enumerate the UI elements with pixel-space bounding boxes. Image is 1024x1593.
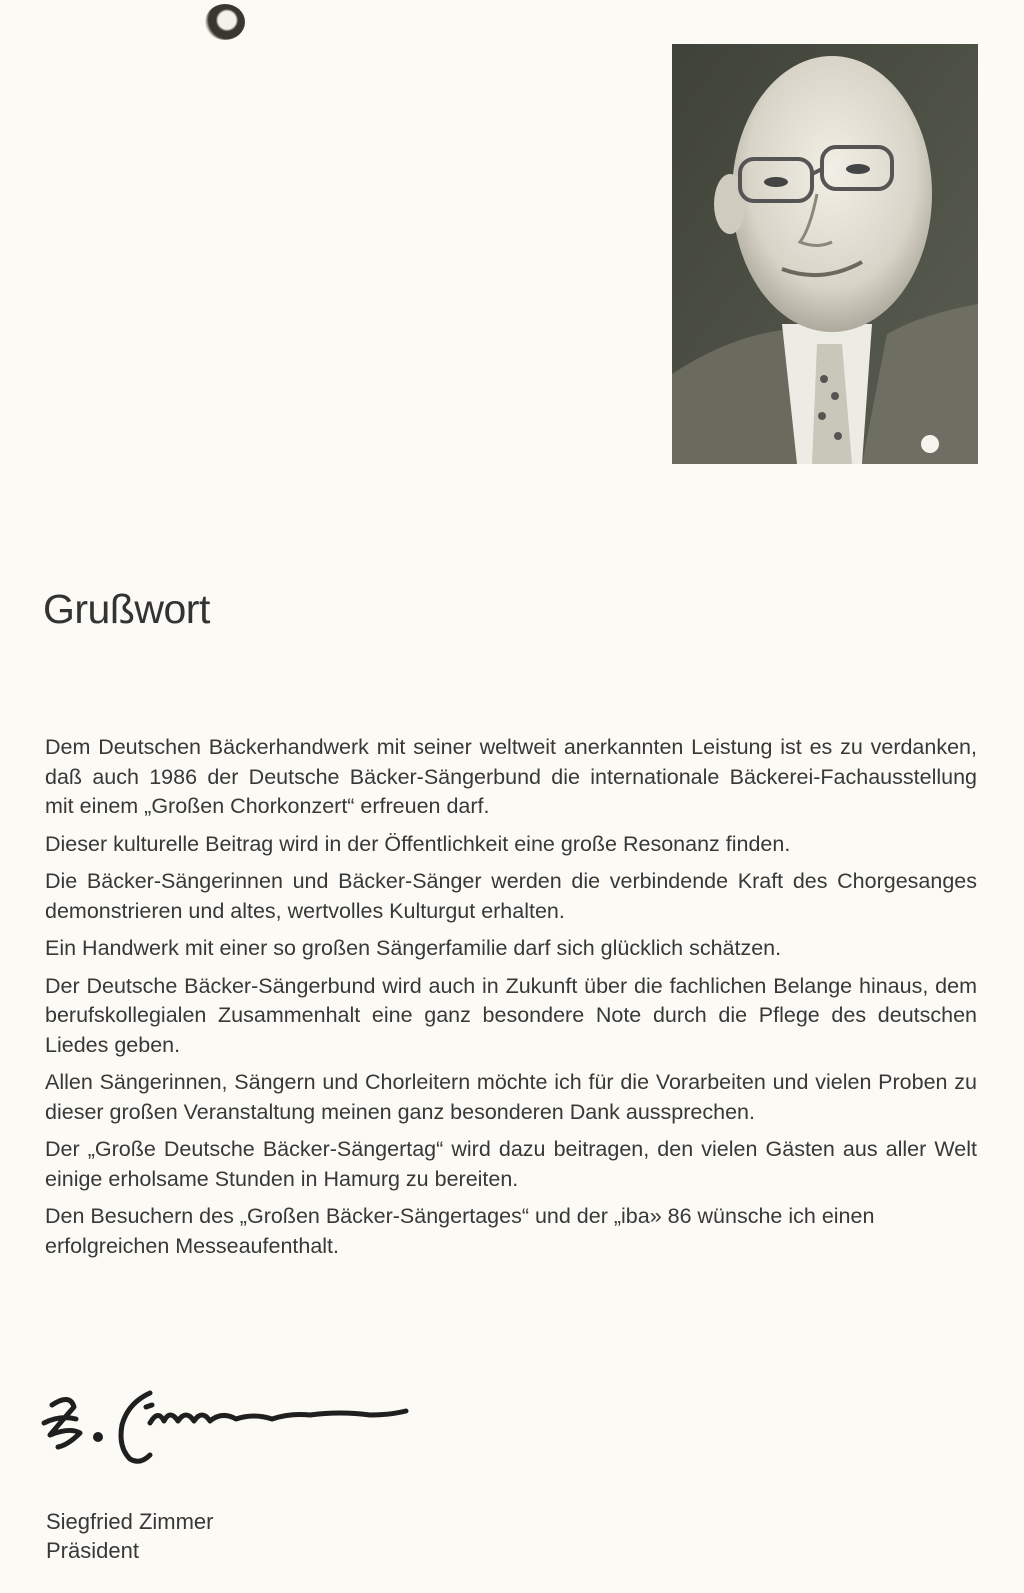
signature-icon xyxy=(40,1385,420,1477)
handwritten-signature xyxy=(40,1385,420,1477)
signer-block xyxy=(46,1507,213,1565)
signer-name: Siegfried Zimmer xyxy=(46,1509,214,1534)
paragraph: Der „Große Deutsche Bäcker-Sängertag“ wird dazu beitragen, den vielen Gästen aus aller Welt einige erholsame Stunden in Hamurg zu bereiten. xyxy=(45,1137,977,1191)
punch-hole xyxy=(205,4,245,40)
page-title: Grußwort xyxy=(43,586,210,632)
portrait-illustration xyxy=(672,44,978,464)
paragraph: Dieser kulturelle Beitrag wird in der Öffentlichkeit eine große Resonanz finden. xyxy=(45,831,791,856)
paragraph: Die Bäcker-Sängerinnen und Bäcker-Sänger werden die verbindende Kraft des Chorgesanges demonstrieren und altes, wertvolles Kulturgut erhalten. xyxy=(45,869,977,923)
letter-body xyxy=(45,733,977,1269)
paragraph: Dem Deutschen Bäckerhandwerk mit seiner weltweit anerkannten Leistung ist es zu verdanken, daß auch 1986 der Deutsche Bäcker-Sängerbund die internationale Bäckerei-Fachausstellung mit einem „Großen Chorkonzert“ erfreuen darf. xyxy=(45,735,977,818)
paragraph: Ein Handwerk mit einer so großen Sängerfamilie darf sich glücklich schätzen. xyxy=(45,936,782,960)
signer-title: Präsident xyxy=(46,1538,139,1563)
portrait-photo xyxy=(672,44,978,464)
paragraph: Den Besuchern des „Großen Bäcker-Sängertages“ und der „iba» 86 wünsche ich einen erfolgreichen Messeaufenthalt. xyxy=(45,1204,875,1258)
paragraph: Der Deutsche Bäcker-Sängerbund wird auch in Zukunft über die fachlichen Belange hinaus, dem berufskollegialen Zusammenhalt eine ganz besondere Note durch die Pflege des deutschen Liedes geben. xyxy=(45,973,977,1057)
paragraph: Allen Sängerinnen, Sängern und Chorleitern möchte ich für die Vorarbeiten und vielen Proben zu dieser großen Veranstaltung meinen ganz besonderen Dank aussprechen. xyxy=(45,1070,977,1124)
